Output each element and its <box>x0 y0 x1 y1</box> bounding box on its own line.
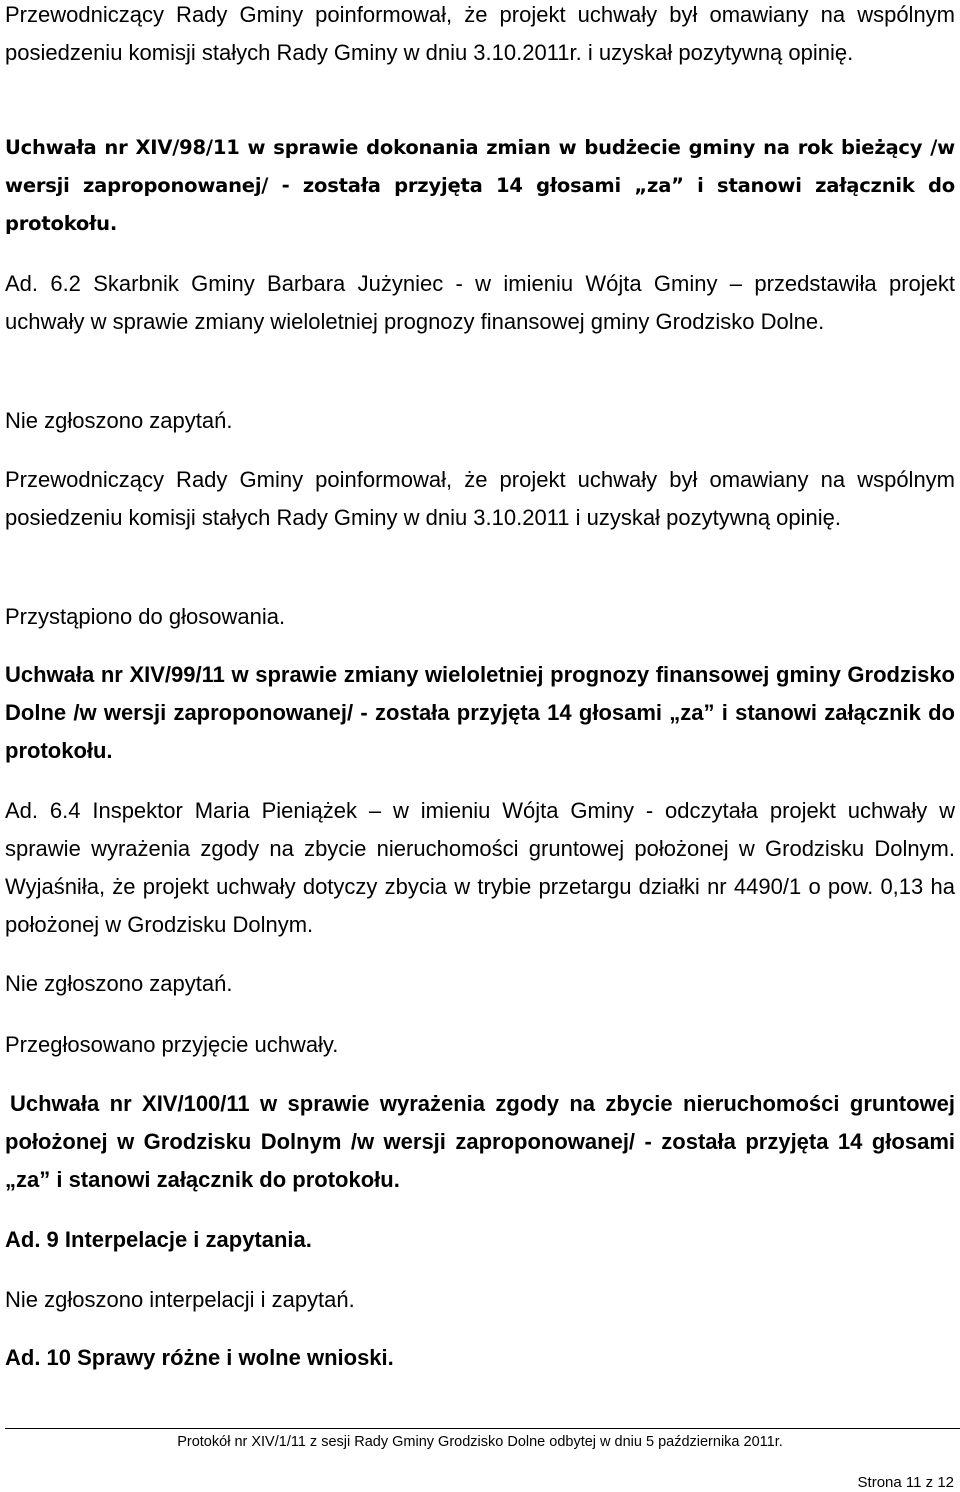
resolution-98-11: Uchwała nr XIV/98/11 w sprawie dokonania zmian w budżecie gminy na rok bieżący /w wersji zaproponowanej/ - została przyjęta 14 głosami „za” i stanowi załącznik do protokołu. <box>5 136 955 235</box>
heading-ad-10: Ad. 10 Sprawy różne i wolne wnioski. <box>5 1345 394 1370</box>
resolution-99-11: Uchwała nr XIV/99/11 w sprawie zmiany wieloletniej prognozy finansowej gminy Grodzisko Dolne /w wersji zaproponowanej/ - została przyjęta 14 głosami „za” i stanowi załącznik do protokołu. <box>5 662 955 763</box>
paragraph-no-interpellations: Nie zgłoszono interpelacji i zapytań. <box>5 1287 355 1312</box>
resolution-100-11: Uchwała nr XIV/100/11 w sprawie wyrażenia zgody na zbycie nieruchomości gruntowej położonej w Grodzisku Dolnym /w wersji zaproponowanej/ - została przyjęta 14 głosami „za” i stanowi załącznik do protokołu. <box>5 1091 955 1192</box>
paragraph-no-questions-2: Nie zgłoszono zapytań. <box>5 971 233 996</box>
heading-ad-9: Ad. 9 Interpelacje i zapytania. <box>5 1227 312 1252</box>
paragraph-council-opinion-1: Przewodniczący Rady Gminy poinformował, że projekt uchwały był omawiany na wspólnym posiedzeniu komisji stałych Rady Gminy w dniu 3.10.2011r. i uzyskał pozytywną opinię. <box>5 2 955 65</box>
paragraph-ad-6-2: Ad. 6.2 Skarbnik Gminy Barbara Jużyniec - w imieniu Wójta Gminy – przedstawiła projekt uchwały w sprawie zmiany wieloletniej prognozy finansowej gminy Grodzisko Dolne. <box>5 271 955 334</box>
paragraph-ad-6-4: Ad. 6.4 Inspektor Maria Pieniążek – w imieniu Wójta Gminy - odczytała projekt uchwały w sprawie wyrażenia zgody na zbycie nieruchomości gruntowej położonej w Grodzisku Dolnym. Wyjaśniła, że projekt uchwały dotyczy zbycia w trybie przetargu działki nr 4490/1 o pow. 0,13 ha położonej w Grodzisku Dolnym. <box>5 798 955 937</box>
paragraph-no-questions-1: Nie zgłoszono zapytań. <box>5 408 233 433</box>
footer-protocol-title: Protokół nr XIV/1/11 z sesji Rady Gminy Grodzisko Dolne odbytej w dniu 5 października 2011r. <box>177 1434 783 1450</box>
paragraph-council-opinion-2: Przewodniczący Rady Gminy poinformował, że projekt uchwały był omawiany na wspólnym posiedzeniu komisji stałych Rady Gminy w dniu 3.10.2011 i uzyskał pozytywną opinię. <box>5 467 955 530</box>
page-number: Strona 11 z 12 <box>857 1474 954 1491</box>
paragraph-resolution-voted: Przegłosowano przyjęcie uchwały. <box>5 1032 339 1057</box>
footer-divider <box>5 1428 960 1429</box>
paragraph-voting-started: Przystąpiono do głosowania. <box>5 604 286 629</box>
